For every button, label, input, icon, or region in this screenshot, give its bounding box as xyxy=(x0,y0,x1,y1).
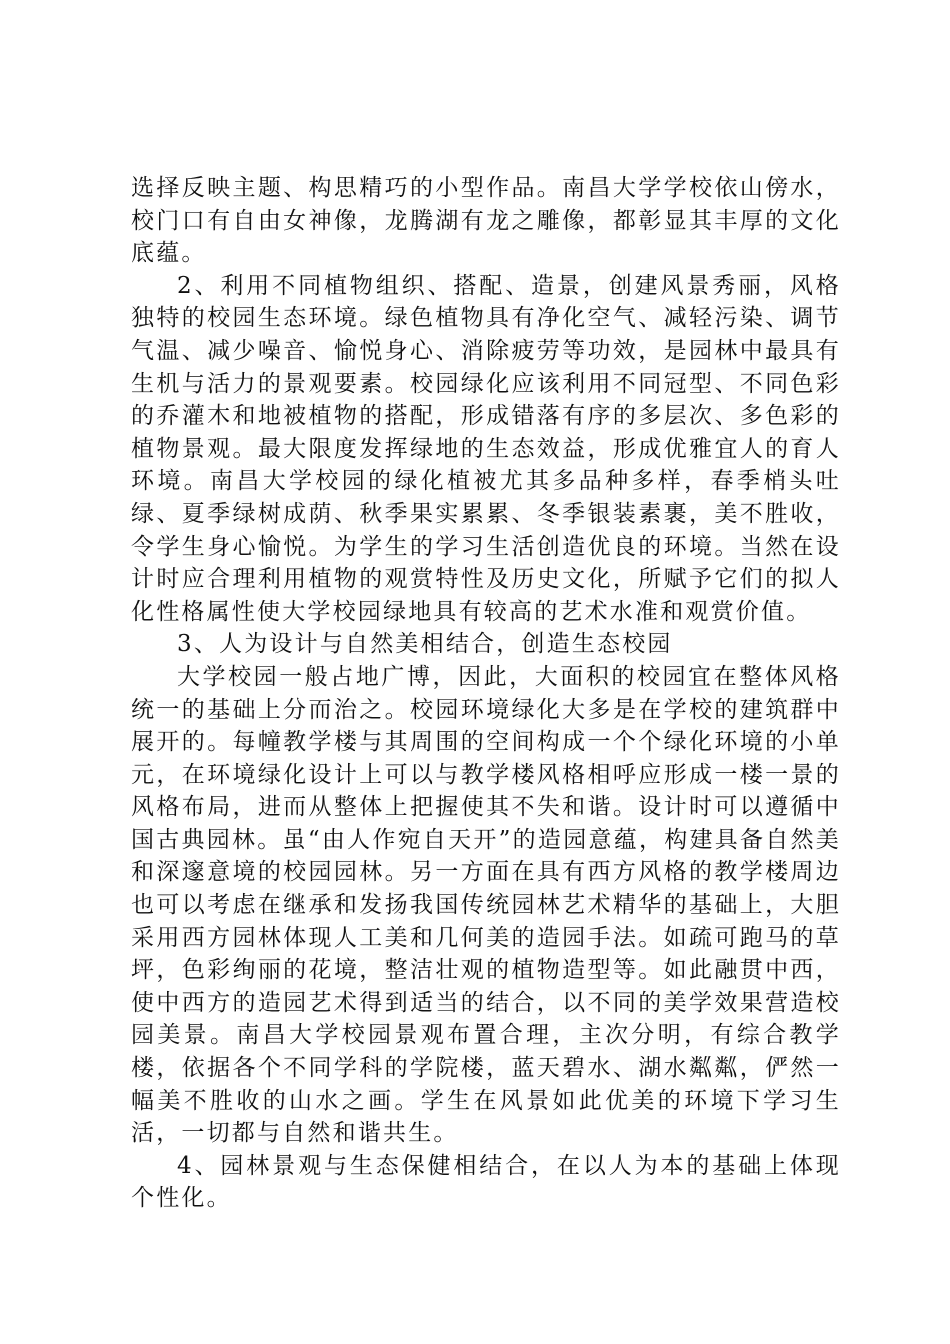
paragraph-2: 2、利用不同植物组织、搭配、造景，创建风景秀丽，风格独特的校园生态环境。绿色植物具有净化空气、减轻污染、调节气温、减少噪音、愉悦身心、消除疲劳等功效，是园林中最具有生机与活力的景观要素。校园绿化应该利用不同冠型、不同色彩的乔灌木和地被植物的搭配，形成错落有序的多层次、多色彩的植物景观。最大限度发挥绿地的生态效益，形成优雅宜人的育人环境。南昌大学校园的绿化植被尤其多品种多样，春季梢头吐绿、夏季绿树成荫、秋季果实累累、冬季银装素裹，美不胜收，令学生身心愉悦。为学生的学习生活创造优良的环境。当然在设计时应合理利用植物的观赏特性及历史文化，所赋予它们的拟人化性格属性使大学校园绿地具有较高的艺术水准和观赏价值。 xyxy=(131,272,841,625)
document-page xyxy=(131,172,841,1215)
paragraph-5: 4、园林景观与生态保健相结合，在以人为本的基础上体现个性化。 xyxy=(131,1152,841,1212)
paragraph-4: 大学校园一般占地广博，因此，大面积的校园宜在整体风格统一的基础上分而治之。校园环境绿化大多是在学校的建筑群中展开的。每幢教学楼与其周围的空间构成一个个绿化环境的小单元，在环境绿化设计上可以与教学楼风格相呼应形成一楼一景的风格布局，进而从整体上把握使其不失和谐。设计时可以遵循中国古典园林。虽“由人作宛自天开”的造园意蕴，构建具备自然美和深邃意境的校园园林。另一方面在具有西方风格的教学楼周边也可以考虑在继承和发扬我国传统园林艺术精华的基础上，大胆采用西方园林体现人工美和几何美的造园手法。如疏可跑马的草坪，色彩绚丽的花境，整洁壮观的植物造型等。如此融贯中西，使中西方的造园艺术得到适当的结合，以不同的美学效果营造校园美景。南昌大学校园景观布置合理，主次分明，有综合教学楼，依据各个不同学科的学院楼，蓝天碧水、湖水粼粼，俨然一幅美不胜收的山水之画。学生在风景如此优美的环境下学习生活，一切都与自然和谐共生。 xyxy=(131,663,841,1147)
paragraph-3-heading: 3、人为设计与自然美相结合，创造生态校园 xyxy=(177,631,673,658)
paragraph-1: 选择反映主题、构思精巧的小型作品。南昌大学学校依山傍水，校门口有自由女神像，龙腾湖有龙之雕像，都彰显其丰厚的文化底蕴。 xyxy=(131,175,841,267)
